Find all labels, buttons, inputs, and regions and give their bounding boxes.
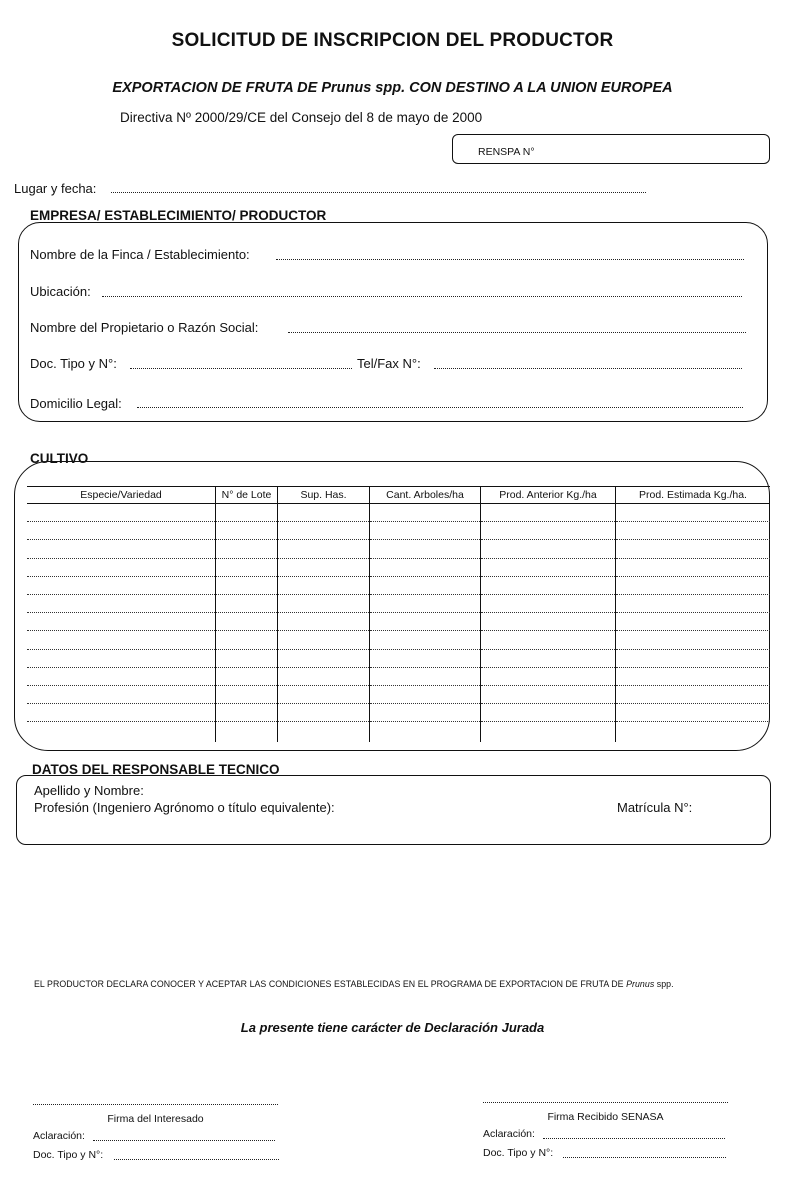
directive-reference: Directiva Nº 2000/29/CE del Consejo del 8 de mayo de 2000 [120,110,483,125]
table-cell[interactable] [370,504,481,522]
table-cell[interactable] [616,540,771,558]
table-cell[interactable] [216,576,278,594]
renspa-label: RENSPA N° [478,146,535,158]
table-cell[interactable] [616,722,771,743]
table-row [27,667,770,685]
table-cell[interactable] [481,558,616,576]
table-cell[interactable] [481,704,616,722]
table-cell[interactable] [27,504,216,522]
table-cell[interactable] [27,594,216,612]
declaracion-jurada: La presente tiene carácter de Declaración Jurada [240,1020,545,1035]
ubicacion-label: Ubicación: [30,284,91,299]
declaration-text-end: spp. [654,979,674,989]
aclaracion-right-label: Aclaración: [483,1128,535,1140]
table-cell[interactable] [616,522,771,540]
table-cell[interactable] [616,631,771,649]
table-cell[interactable] [27,667,216,685]
table-cell[interactable] [370,649,481,667]
table-cell[interactable] [481,722,616,743]
form-title: SOLICITUD DE INSCRIPCION DEL PRODUCTOR [171,30,614,51]
table-cell[interactable] [27,649,216,667]
table-cell[interactable] [370,613,481,631]
table-cell[interactable] [216,540,278,558]
declaration-text-start: EL PRODUCTOR DECLARA CONOCER Y ACEPTAR LAS CONDICIONES ESTABLECIDAS EN EL PROGRAMA DE EXPORTACION DE FRUTA DE [34,979,627,989]
column-header: Especie/Variedad [27,487,216,504]
table-cell[interactable] [481,576,616,594]
doc-tipo-label: Doc. Tipo y N°: [30,356,117,371]
table-cell[interactable] [216,722,278,743]
subtitle-species: Prunus spp. [321,80,406,96]
table-cell[interactable] [27,522,216,540]
cultivo-table [27,486,770,742]
column-header: Prod. Anterior Kg./ha [481,487,616,504]
table-cell[interactable] [616,558,771,576]
table-row [27,558,770,576]
table-cell[interactable] [278,613,370,631]
profesion-label: Profesión (Ingeniero Agrónomo o título equivalente): [34,800,335,815]
subtitle-text-start: EXPORTACION DE FRUTA DE [112,80,322,96]
table-cell[interactable] [616,667,771,685]
doc-right-label: Doc. Tipo y N°: [483,1147,554,1159]
table-cell[interactable] [481,685,616,703]
doc-left-label: Doc. Tipo y N°: [33,1149,104,1161]
aclaracion-left-label: Aclaración: [33,1130,85,1142]
column-header: Sup. Has. [278,487,370,504]
table-cell[interactable] [370,631,481,649]
table-cell[interactable] [481,649,616,667]
table-cell[interactable] [481,522,616,540]
doc-left-field[interactable] [114,1158,279,1160]
table-cell[interactable] [27,558,216,576]
table-cell[interactable] [27,685,216,703]
table-row [27,504,770,522]
domicilio-field[interactable] [137,406,743,408]
table-cell[interactable] [481,667,616,685]
firma-interesado-line[interactable] [33,1103,278,1105]
table-cell[interactable] [616,613,771,631]
domicilio-label: Domicilio Legal: [30,396,122,411]
propietario-label: Nombre del Propietario o Razón Social: [30,320,259,335]
propietario-field[interactable] [288,331,746,333]
aclaracion-left-field[interactable] [93,1139,275,1141]
table-cell[interactable] [370,594,481,612]
table-cell[interactable] [216,667,278,685]
doc-tipo-field[interactable] [130,367,352,369]
table-row [27,576,770,594]
table-cell[interactable] [481,540,616,558]
table-cell[interactable] [278,704,370,722]
table-cell[interactable] [278,558,370,576]
declaration-text [34,979,674,989]
table-cell[interactable] [370,522,481,540]
table-cell[interactable] [216,594,278,612]
table-cell[interactable] [481,504,616,522]
table-cell[interactable] [27,722,216,743]
table-cell[interactable] [278,631,370,649]
finca-label: Nombre de la Finca / Establecimiento: [30,247,250,262]
table-cell[interactable] [616,594,771,612]
table-cell[interactable] [278,522,370,540]
table-cell[interactable] [27,613,216,631]
declaration-species: Prunus [626,979,655,989]
table-cell[interactable] [278,685,370,703]
table-cell[interactable] [278,540,370,558]
table-cell[interactable] [216,504,278,522]
column-header: Cant. Arboles/ha [370,487,481,504]
table-row [27,613,770,631]
table-cell[interactable] [278,504,370,522]
lugar-fecha-field[interactable] [111,191,646,193]
table-cell[interactable] [278,667,370,685]
table-cell[interactable] [278,722,370,743]
firma-interesado-label: Firma del Interesado [107,1113,204,1125]
table-cell[interactable] [370,704,481,722]
firma-senasa-label: Firma Recibido SENASA [547,1111,664,1123]
table-cell[interactable] [278,594,370,612]
table-cell[interactable] [27,576,216,594]
table-cell[interactable] [27,540,216,558]
table-cell[interactable] [616,576,771,594]
lugar-fecha-label: Lugar y fecha: [14,181,97,196]
table-cell[interactable] [616,704,771,722]
table-cell[interactable] [216,613,278,631]
table-cell[interactable] [481,594,616,612]
subtitle-text-end: CON DESTINO A LA UNION EUROPEA [405,80,673,96]
table-row [27,649,770,667]
column-header: Prod. Estimada Kg./ha. [616,487,771,504]
table-cell[interactable] [370,558,481,576]
table-cell[interactable] [278,649,370,667]
matricula-label: Matrícula N°: [617,800,693,815]
finca-field[interactable] [276,258,744,260]
cultivo-body [27,504,770,743]
table-row [27,522,770,540]
firma-senasa-line[interactable] [483,1101,728,1103]
ubicacion-field[interactable] [102,295,742,297]
table-cell[interactable] [216,704,278,722]
table-row [27,540,770,558]
cultivo-header-row [27,487,770,504]
table-cell[interactable] [616,649,771,667]
table-cell[interactable] [216,649,278,667]
telfax-field[interactable] [434,367,742,369]
aclaracion-right-field[interactable] [543,1137,725,1139]
table-row [27,631,770,649]
tecnico-heading: DATOS DEL RESPONSABLE TECNICO [32,762,280,777]
table-cell[interactable] [27,631,216,649]
table-row [27,685,770,703]
table-cell[interactable] [370,722,481,743]
form-subtitle [0,80,785,96]
table-row [27,722,770,743]
table-cell[interactable] [370,576,481,594]
empresa-heading: EMPRESA/ ESTABLECIMIENTO/ PRODUCTOR [30,208,327,223]
table-cell[interactable] [370,540,481,558]
table-cell[interactable] [216,631,278,649]
table-row [27,594,770,612]
table-cell[interactable] [370,685,481,703]
telfax-label: Tel/Fax N°: [357,356,421,371]
doc-right-field[interactable] [563,1156,726,1158]
table-cell[interactable] [481,613,616,631]
table-cell[interactable] [370,667,481,685]
table-cell[interactable] [216,522,278,540]
table-cell[interactable] [481,631,616,649]
table-cell[interactable] [616,504,771,522]
table-cell[interactable] [27,704,216,722]
table-cell[interactable] [278,576,370,594]
table-cell[interactable] [216,685,278,703]
apellido-label: Apellido y Nombre: [34,783,144,798]
cultivo-heading: CULTIVO [30,451,89,466]
table-cell[interactable] [216,558,278,576]
column-header: N° de Lote [216,487,278,504]
table-row [27,704,770,722]
table-cell[interactable] [616,685,771,703]
